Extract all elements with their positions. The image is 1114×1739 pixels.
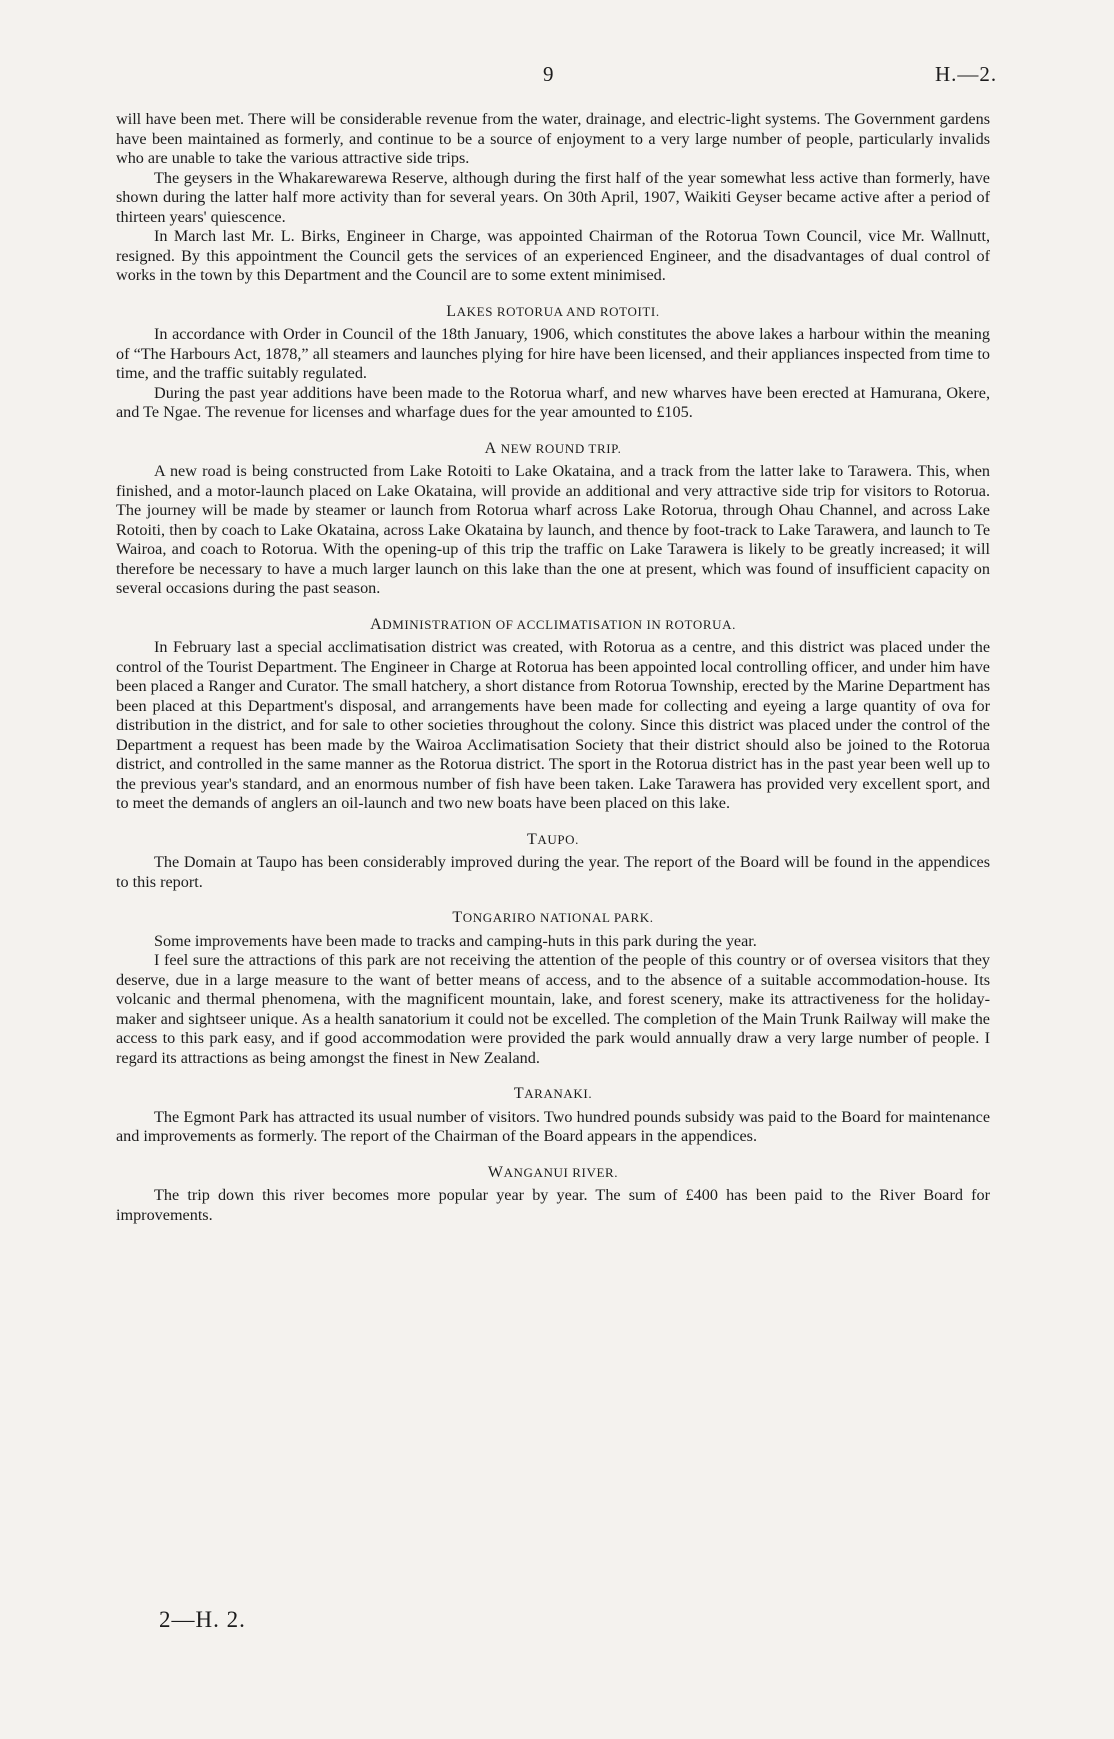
section-paragraph: The Domain at Taupo has been considerably improved during the year. The report of the Board will be found in the appendices to this report. xyxy=(116,853,990,891)
footer-signature-mark: 2—H. 2. xyxy=(159,1607,246,1632)
section-heading-round-trip: A NEW ROUND TRIP. xyxy=(484,439,622,457)
section-paragraph: The trip down this river becomes more popular year by year. The sum of £400 has been paid to the River Board for improvements. xyxy=(116,1186,990,1224)
document-body xyxy=(116,110,990,1225)
document-reference: H.—2. xyxy=(935,62,998,86)
intro-paragraph: will have been met. There will be considerable revenue from the water, drainage, and electric-light systems. The Government gardens have been maintained as formerly, and continue to be a source of enjoyment to a very large number of people, particularly invalids who are unable to take the various attractive side trips. xyxy=(116,110,990,167)
section-paragraph: I feel sure the attractions of this park are not receiving the attention of the people of this country or of oversea visitors that they deserve, due in a large measure to the want of better means of access, and to the absence of a suitable accommodation-house. Its volcanic and thermal phenomena, with the magnificent mountain, lake, and forest scenery, make its attractiveness for the holiday-maker and sightseer unique. As a health sanatorium it could not be excelled. The completion of the Main Trunk Railway will make the access to this park easy, and if good accommodation were provided the park would annually draw a very large number of people. I regard its attractions as being amongst the finest in New Zealand. xyxy=(116,951,990,1067)
section-heading-acclimatisation: ADMINISTRATION OF ACCLIMATISATION IN ROTORUA. xyxy=(370,615,736,633)
section-paragraph: A new road is being constructed from Lake Rotoiti to Lake Okataina, and a track from the latter lake to Tarawera. This, when finished, and a motor-launch placed on Lake Okataina, will provide an additional and very attractive side trip for visitors to Rotorua. The journey will be made by steamer or launch from Rotorua wharf across Lake Rotorua, through Ohau Channel, and across Lake Rotoiti, then by coach to Lake Okataina, across Lake Okataina by launch, and thence by foot-track to Lake Tarawera, and launch to Te Wairoa, and coach to Rotorua. With the opening-up of this trip the traffic on Lake Tarawera is likely to be greatly increased; it will therefore be necessary to have a much larger launch on this lake than the one at present, which was found of insufficient capacity on several occasions during the past season. xyxy=(116,462,990,597)
section-heading-tongariro: TONGARIRO NATIONAL PARK. xyxy=(452,909,654,926)
section-heading-lakes: LAKES ROTORUA AND ROTOITI. xyxy=(446,302,660,320)
section-paragraph: During the past year additions have been made to the Rotorua wharf, and new wharves have been erected at Hamurana, Okere, and Te Ngae. The revenue for licenses and wharfage dues for the year amounted to £105. xyxy=(116,383,990,421)
section-heading-taupo: TAUPO. xyxy=(526,830,580,848)
section-paragraph: In February last a special acclimatisation district was created, with Rotorua as a centre, and this district was placed under the control of the Tourist Department. The Engineer in Charge at Rotorua has been appointed local controlling officer, and under him have been placed a Ranger and Curator. The small hatchery, a short distance from Rotorua Township, erected by the Marine Department has been placed at this Department's disposal, and arrangements have been made for collecting and eyeing a large quantity of ova for distribution in the district, and for sale to other societies throughout the colony. Since this district was placed under the control of the Department a request has been made by the Wairoa Acclimatisation Society that their district should also be joined to the Rotorua district, and controlled in the same manner as the Rotorua district. The sport in the Rotorua district has in the past year been well up to the previous year's standard, and an enormous number of fish have been taken. Lake Tarawera has provided very excellent sport, and to meet the demands of anglers an oil-launch and two new boats have been placed on this lake. xyxy=(116,638,990,812)
section-paragraph: The Egmont Park has attracted its usual number of visitors. Two hundred pounds subsidy was paid to the Board for maintenance and improvements as formerly. The report of the Chairman of the Board appears in the appendices. xyxy=(116,1107,990,1145)
intro-paragraph: The geysers in the Whakarewarewa Reserve, although during the first half of the year somewhat less active than formerly, have shown during the latter half more activity than for several years. On 30th April, 1907, Waikiti Geyser became active after a period of thirteen years' quiescence. xyxy=(116,168,990,226)
section-heading-taranaki: TARANAKI. xyxy=(513,1085,593,1102)
section-heading-wanganui: WANGANUI RIVER. xyxy=(487,1163,619,1181)
section-paragraph: In accordance with Order in Council of the 18th January, 1906, which constitutes the above lakes a harbour within the meaning of “The Harbours Act, 1878,” all steamers and launches plying for hire have been licensed, and their appliances inspected from time to time, and the traffic suitably regulated. xyxy=(116,325,990,382)
intro-paragraph: In March last Mr. L. Birks, Engineer in Charge, was appointed Chairman of the Rotorua Town Council, vice Mr. Wallnutt, resigned. By this appointment the Council gets the services of an experienced Engineer, and the disadvantages of dual control of works in the town by this Department and the Council are to some extent minimised. xyxy=(116,227,990,284)
section-paragraph: Some improvements have been made to tracks and camping-huts in this park during the year. xyxy=(154,931,757,950)
page-number: 9 xyxy=(543,62,554,86)
